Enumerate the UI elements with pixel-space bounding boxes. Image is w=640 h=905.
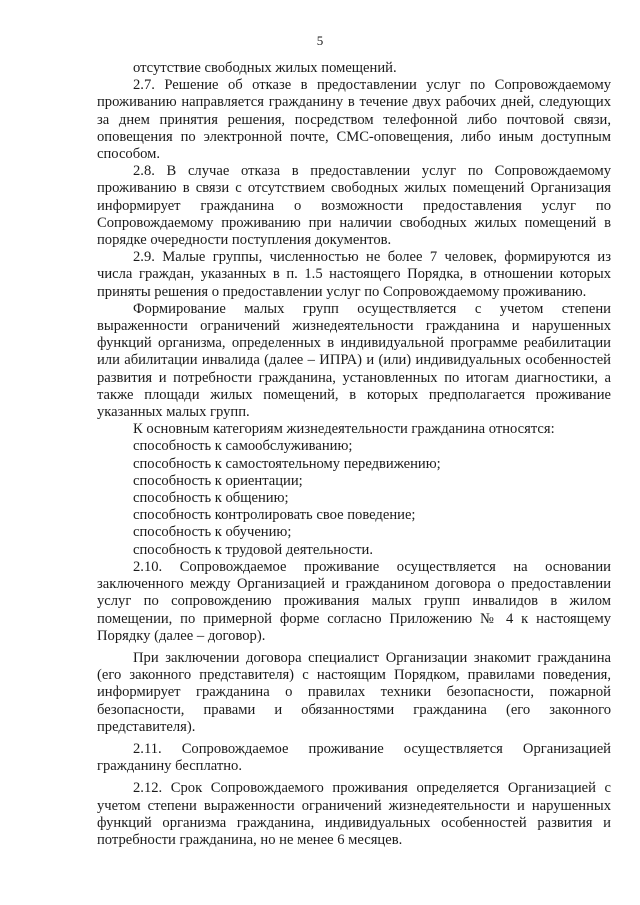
paragraph-2-10: 2.10. Сопровождаемое проживание осуществляется на основании заключенного между Организацией и гражданином договора о предоставлении услуг по сопровождению проживания малых групп инвалидов в жилом помещении, по примерной форме согласно Приложению № 4 к настоящему Порядку (далее – договор). xyxy=(97,558,611,644)
paragraph-2-12: 2.12. Срок Сопровождаемого проживания определяется Организацией с учетом степени выраженности ограничений жизнедеятельности и нарушенных функций организма гражданина, индивидуальных особенностей развития и потребности гражданина, но не менее 6 месяцев. xyxy=(97,780,611,848)
list-item: способность к трудовой деятельности. xyxy=(133,541,374,558)
paragraph: отсутствие свободных жилых помещений. xyxy=(133,60,397,76)
list-item: способность к общению; xyxy=(133,490,289,507)
list-item: способность к самостоятельному передвижению; xyxy=(133,455,441,472)
paragraph-group-formation: Формирование малых групп осуществляется с учетом степени выраженности ограничений жизнедеятельности гражданина и нарушенных функций организма, определенных в индивидуальной программе реабилитации или абилитации инвалида (далее – ИПРА) и (или) индивидуальных особенностей развития и потребности гражданина, установленных по итогам диагностики, а также площади жилых помещений, в которых предполагается проживание указанных малых групп. xyxy=(97,300,611,421)
paragraph-2-9: 2.9. Малые группы, численностью не более 7 человек, формируются из числа граждан, указанных в п. 1.5 настоящего Порядка, в отношении которых приняты решения о предоставлении услуг по Сопровождаемому проживанию. xyxy=(97,249,611,300)
list-item: способность контролировать свое поведение; xyxy=(133,507,416,524)
paragraph-2-7: 2.7. Решение об отказе в предоставлении услуг по Сопровождаемому проживанию направляется гражданину в течение двух рабочих дней, следующих за днем принятия решения, посредством телефонной либо почтовой связи, оповещения по электронной почте, СМС-оповещения, либо иным доступным способом. xyxy=(97,77,611,163)
list-item: способность к обучению; xyxy=(133,524,292,541)
paragraph-contract: При заключении договора специалист Организации знакомит гражданина (его законного представителя) с настоящим Порядком, правилами поведения, информирует гражданина о правилах техники безопасности, пожарной безопасности, правами и обязанностями гражданина (его законного представителя). xyxy=(97,649,611,735)
list-item: способность к ориентации; xyxy=(133,472,303,489)
categories-intro: К основным категориям жизнедеятельности гражданина относятся: xyxy=(133,421,555,438)
page-number: 5 xyxy=(316,33,324,48)
document-body xyxy=(97,60,611,849)
paragraph-2-8: 2.8. В случае отказа в предоставлении услуг по Сопровождаемому проживанию в связи с отсутствием свободных жилых помещений Организация информирует гражданина о возможности предоставления услуг по Сопровождаемому проживанию при наличии свободных жилых помещений в порядке очередности поступления документов. xyxy=(97,163,611,249)
paragraph-2-11: 2.11. Сопровождаемое проживание осуществляется Организацией гражданину бесплатно. xyxy=(97,740,611,775)
list-item: способность к самообслуживанию; xyxy=(133,438,353,455)
